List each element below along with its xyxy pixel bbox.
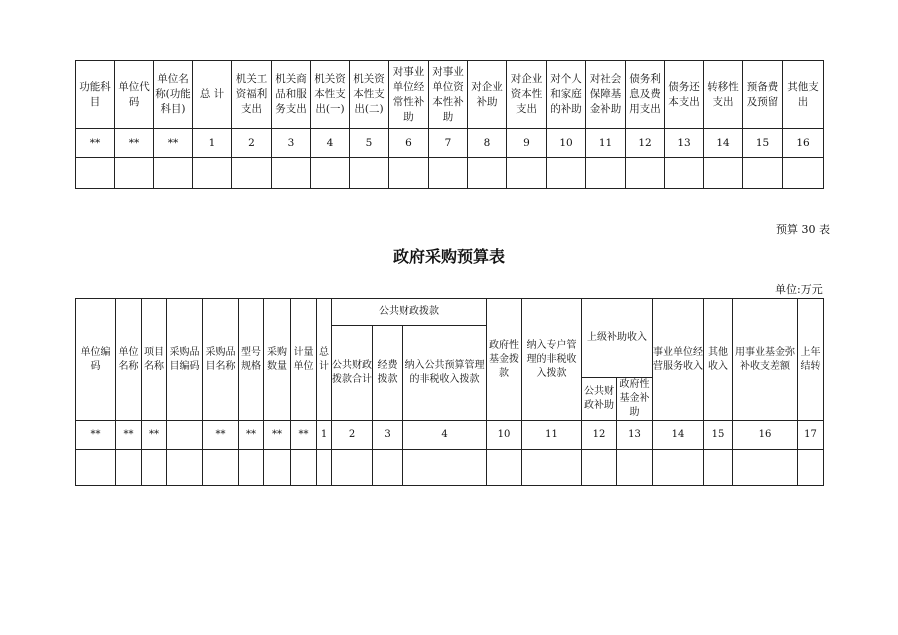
table1-empty-cell[interactable]	[193, 158, 232, 189]
unit-label: 单位:万元	[775, 283, 823, 296]
table1-empty-cell[interactable]	[704, 158, 743, 189]
table1-header-cell: 对事业单位资本性补助	[429, 61, 468, 129]
table1-empty-cell[interactable]	[154, 158, 193, 189]
col-public-total: 公共财政拨款合计	[332, 326, 373, 421]
table1-empty-cell[interactable]	[665, 158, 704, 189]
table1-number-cell: 13	[665, 129, 704, 158]
table2-number-cell: 1	[317, 421, 332, 450]
table1-empty-cell[interactable]	[389, 158, 429, 189]
col-unit-name: 单位名称	[116, 299, 142, 421]
table2-empty-cell[interactable]	[733, 450, 798, 486]
table1-empty-cell[interactable]	[626, 158, 665, 189]
table1-header-cell: 单位代码	[115, 61, 154, 129]
table1-empty-cell[interactable]	[232, 158, 272, 189]
table2-empty-cell[interactable]	[116, 450, 142, 486]
col-total: 总计	[317, 299, 332, 421]
table2-empty-cell[interactable]	[239, 450, 264, 486]
table2-empty-cell[interactable]	[291, 450, 317, 486]
table2-empty-cell[interactable]	[522, 450, 582, 486]
table2-number-cell: 17	[798, 421, 824, 450]
table2-number-cell: 15	[704, 421, 733, 450]
table2-number-cell: 4	[403, 421, 487, 450]
table1-header-cell: 对社会保障基金补助	[586, 61, 626, 129]
table1-header-cell: 单位名称(功能科目)	[154, 61, 193, 129]
table2-number-cell: 3	[373, 421, 403, 450]
table2-number-cell: 11	[522, 421, 582, 450]
table2-empty-cell[interactable]	[704, 450, 733, 486]
col-project-name: 项目名称	[142, 299, 167, 421]
col-funding: 经费拨款	[373, 326, 403, 421]
table2-empty-row	[76, 450, 824, 486]
table1-empty-cell[interactable]	[743, 158, 783, 189]
table1-number-cell: 14	[704, 129, 743, 158]
table2-empty-cell[interactable]	[582, 450, 617, 486]
table2-empty-cell[interactable]	[203, 450, 239, 486]
table2-empty-cell[interactable]	[653, 450, 704, 486]
col-item-name: 采购品目名称	[203, 299, 239, 421]
table1-header-cell: 机关商品和服务支出	[272, 61, 311, 129]
table1-empty-cell[interactable]	[272, 158, 311, 189]
table2-number-cell: 2	[332, 421, 373, 450]
table2-empty-cell[interactable]	[373, 450, 403, 486]
table1-number-cell: **	[154, 129, 193, 158]
table2-empty-cell[interactable]	[264, 450, 291, 486]
table1-empty-cell[interactable]	[783, 158, 824, 189]
table2-number-cell: 14	[653, 421, 704, 450]
table2-number-cell: 13	[617, 421, 653, 450]
table2-number-cell: **	[291, 421, 317, 450]
col-carryover: 上年结转	[798, 299, 824, 421]
table1-empty-cell[interactable]	[586, 158, 626, 189]
table1-header-row	[76, 61, 824, 129]
government-procurement-budget-table	[75, 298, 824, 486]
table1-number-cell: 9	[507, 129, 547, 158]
table2-empty-cell[interactable]	[617, 450, 653, 486]
col-item-code: 采购品目编码	[167, 299, 203, 421]
table2-empty-cell[interactable]	[798, 450, 824, 486]
table1-number-cell: 15	[743, 129, 783, 158]
col-other-income: 其他收入	[704, 299, 733, 421]
table2-number-row	[76, 421, 824, 450]
table2-number-cell: **	[264, 421, 291, 450]
table2-number-cell: **	[203, 421, 239, 450]
table1-header-cell: 其他支出	[783, 61, 824, 129]
table1-number-cell: 1	[193, 129, 232, 158]
table1-number-cell: 16	[783, 129, 824, 158]
table2-number-cell: 16	[733, 421, 798, 450]
table1-empty-cell[interactable]	[468, 158, 507, 189]
table2-number-cell: **	[116, 421, 142, 450]
table1-header-cell: 机关资本性支出(二)	[350, 61, 389, 129]
col-measure-unit: 计量单位	[291, 299, 317, 421]
table2-number-cell: 12	[582, 421, 617, 450]
group-upper-subsidy: 上级补助收入	[582, 299, 653, 378]
col-quantity: 采购数量	[264, 299, 291, 421]
table1-header-cell: 对企业资本性支出	[507, 61, 547, 129]
table1-number-cell: 3	[272, 129, 311, 158]
table1-empty-cell[interactable]	[429, 158, 468, 189]
table2-empty-cell[interactable]	[76, 450, 116, 486]
col-upper-gov-fund: 政府性基金补助	[617, 378, 653, 421]
table1-header-cell: 债务利息及费用支出	[626, 61, 665, 129]
table1-empty-cell[interactable]	[547, 158, 586, 189]
table1-number-cell: **	[76, 129, 115, 158]
table1-number-cell: 4	[311, 129, 350, 158]
table1-number-cell: 12	[626, 129, 665, 158]
table1-header-cell: 对企业补助	[468, 61, 507, 129]
table2-empty-cell[interactable]	[317, 450, 332, 486]
table1-empty-cell[interactable]	[76, 158, 115, 189]
col-reserve-fund: 用事业基金弥补收支差额	[733, 299, 798, 421]
functional-classification-table	[75, 60, 824, 189]
table2-empty-cell[interactable]	[332, 450, 373, 486]
table1-header-cell: 转移性支出	[704, 61, 743, 129]
table1-number-cell: 11	[586, 129, 626, 158]
table1-empty-cell[interactable]	[507, 158, 547, 189]
table1-number-cell: 7	[429, 129, 468, 158]
table2-number-cell: **	[142, 421, 167, 450]
col-business-income: 事业单位经营服务收入	[653, 299, 704, 421]
table1-empty-cell[interactable]	[115, 158, 154, 189]
table1-empty-row	[76, 158, 824, 189]
table1-number-cell: 6	[389, 129, 429, 158]
table1-number-cell: 8	[468, 129, 507, 158]
table1-header-cell: 机关资本性支出(一)	[311, 61, 350, 129]
col-model: 型号规格	[239, 299, 264, 421]
table1-number-cell: 5	[350, 129, 389, 158]
table-number-label: 预算 30 表	[776, 223, 830, 236]
col-special-nontax: 纳入专户管理的非税收入拨款	[522, 299, 582, 421]
col-nontax: 纳入公共预算管理的非税收入拨款	[403, 326, 487, 421]
table1-header-cell: 对个人和家庭的补助	[547, 61, 586, 129]
col-unit-code: 单位编码	[76, 299, 116, 421]
table1-header-cell: 对事业单位经常性补助	[389, 61, 429, 129]
table1-header-cell: 预备费及预留	[743, 61, 783, 129]
table2-number-cell	[167, 421, 203, 450]
table2-empty-cell[interactable]	[487, 450, 522, 486]
table1-number-row	[76, 129, 824, 158]
col-upper-public: 公共财政补助	[582, 378, 617, 421]
table1-number-cell: **	[115, 129, 154, 158]
table1-empty-cell[interactable]	[350, 158, 389, 189]
table2-header-row	[76, 299, 824, 326]
table2-number-cell: 10	[487, 421, 522, 450]
col-gov-fund: 政府性基金拨款	[487, 299, 522, 421]
table1-empty-cell[interactable]	[311, 158, 350, 189]
group-public-finance: 公共财政拨款	[332, 299, 487, 326]
table2-empty-cell[interactable]	[167, 450, 203, 486]
table1-number-cell: 10	[547, 129, 586, 158]
table1-header-cell: 总 计	[193, 61, 232, 129]
table2-empty-cell[interactable]	[403, 450, 487, 486]
table2-number-cell: **	[76, 421, 116, 450]
table1-header-cell: 机关工资福利支出	[232, 61, 272, 129]
table2-empty-cell[interactable]	[142, 450, 167, 486]
table2-number-cell: **	[239, 421, 264, 450]
page-title: 政府采购预算表	[392, 247, 505, 266]
table1-header-cell: 债务还本支出	[665, 61, 704, 129]
table1-number-cell: 2	[232, 129, 272, 158]
table1-header-cell: 功能科目	[76, 61, 115, 129]
